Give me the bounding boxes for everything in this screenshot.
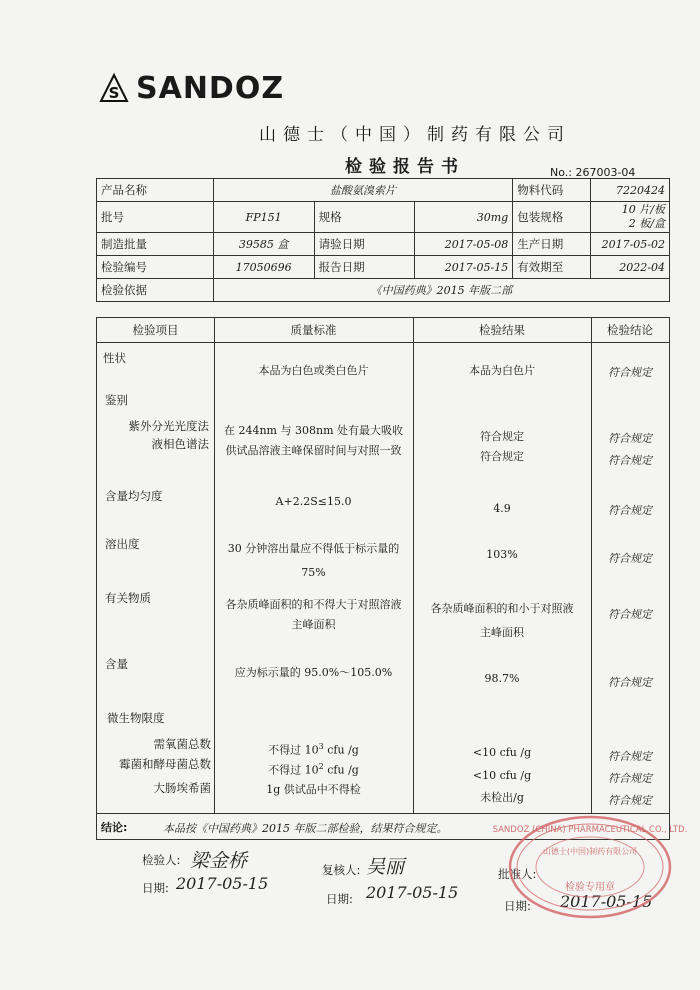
info-row <box>97 233 670 256</box>
report-date-label: 报告日期 <box>314 256 415 279</box>
inspector-date-label: 日期: <box>142 881 169 895</box>
production-date-value: 2017-05-02 <box>591 233 670 256</box>
test-no-value: 17050696 <box>213 256 314 279</box>
conclusion-related: 符合规定 <box>608 608 652 621</box>
result-ecoli: 未检出/g <box>480 791 524 804</box>
item-aerobic: 需氧菌总数 <box>153 737 211 751</box>
item-related-substances: 有关物质 <box>105 591 151 605</box>
brand-name: SANDOZ <box>136 70 285 106</box>
inspector-signature: 梁金桥 <box>190 850 248 872</box>
conclusion-assay: 符合规定 <box>608 676 652 689</box>
request-date-value: 2017-05-08 <box>415 233 513 256</box>
basis-value: 《中国药典》2015 年版二部 <box>213 279 669 302</box>
standard-uniformity: A+2.2S≤15.0 <box>275 495 352 508</box>
reviewer-date: 2017-05-15 <box>366 883 459 902</box>
spec-label: 规格 <box>314 202 415 233</box>
info-row <box>97 256 670 279</box>
approver-date-label: 日期: <box>504 899 531 913</box>
item-appearance: 性状 <box>103 351 126 365</box>
item-microbial: 微生物限度 <box>107 711 165 725</box>
conclusion-label: 结论: <box>101 821 128 834</box>
expiry-label: 有效期至 <box>513 256 591 279</box>
inspector-label: 检验人: <box>142 853 181 867</box>
product-name-label: 产品名称 <box>97 179 214 202</box>
inspector-date: 2017-05-15 <box>176 874 269 893</box>
conclusion-ecoli: 符合规定 <box>608 794 652 807</box>
material-code-value: 7220424 <box>591 179 670 202</box>
company-name: 山德士（中国）制药有限公司 <box>259 125 571 145</box>
conclusion-uniformity: 符合规定 <box>608 504 652 517</box>
result-dissolution: 103% <box>486 548 518 561</box>
sandoz-logo <box>100 68 284 108</box>
product-info-table <box>96 178 670 302</box>
result-assay: 98.7% <box>484 672 520 685</box>
info-row <box>97 279 670 302</box>
product-name-value: 盐酸氨溴索片 <box>213 179 512 202</box>
standard-aerobic-pre: 不得过 10 <box>268 743 319 757</box>
test-no-label: 检验编号 <box>97 256 214 279</box>
header-test-item: 检验项目 <box>132 323 179 337</box>
standard-related-line1: 各杂质峰面积的和不得大于对照溶液 <box>225 598 402 611</box>
result-aerobic: <10 cfu /g <box>472 746 532 759</box>
packaging-line1: 10 片/板 <box>621 203 665 216</box>
header-conclusion: 检验结论 <box>607 323 653 337</box>
info-row <box>97 202 670 233</box>
item-hplc: 液相色谱法 <box>151 437 209 451</box>
standard-dissolution-line1: 30 分钟溶出量应不得低于标示量的 <box>227 542 400 555</box>
mfg-qty-label: 制造批量 <box>97 233 214 256</box>
standard-dissolution-line2: 75% <box>301 566 326 579</box>
result-uniformity: 4.9 <box>493 502 511 515</box>
production-date-label: 生产日期 <box>513 233 591 256</box>
result-appearance: 本品为白色片 <box>469 364 535 377</box>
svg-text:SANDOZ (CHINA) PHARMACEUTICAL: SANDOZ (CHINA) PHARMACEUTICAL CO., LTD. <box>492 825 688 835</box>
packaging-line2: 2 板/盒 <box>628 217 665 230</box>
basis-label: 检验依据 <box>97 279 214 302</box>
sandoz-logo-icon <box>100 74 128 102</box>
result-hplc: 符合规定 <box>480 450 524 463</box>
expiry-value: 2022-04 <box>591 256 670 279</box>
info-row <box>97 179 670 202</box>
item-uv: 紫外分光光度法 <box>128 419 209 433</box>
header-result: 检验结果 <box>479 323 525 337</box>
standard-ecoli: 1g 供试品中不得检 <box>266 783 361 796</box>
mfg-qty-value: 39585 盒 <box>213 233 314 256</box>
conclusion-appearance: 符合规定 <box>608 366 652 379</box>
standard-aerobic-unit: cfu /g <box>323 743 359 757</box>
conclusion-mold-yeast: 符合规定 <box>608 772 652 785</box>
standard-mold-exp: 2 <box>318 762 324 771</box>
standard-mold-pre: 不得过 10 <box>268 763 319 777</box>
conclusion-aerobic: 符合规定 <box>608 750 652 763</box>
standard-uv: 在 244nm 与 308nm 处有最大吸收 <box>223 424 403 437</box>
spec-value: 30mg <box>415 202 513 233</box>
conclusion-hplc: 符合规定 <box>608 454 652 467</box>
svg-text:S: S <box>108 84 120 102</box>
batch-label: 批号 <box>97 202 214 233</box>
result-related-line1: 各杂质峰面积的和小于对照液 <box>430 602 574 615</box>
standard-appearance: 本品为白色或类白色片 <box>258 364 369 377</box>
conclusion-text: 本品按《中国药典》2015 年版二部检验，结果符合规定。 <box>163 822 448 835</box>
conclusion-uv: 符合规定 <box>608 432 652 445</box>
reviewer-date-label: 日期: <box>326 892 353 906</box>
request-date-label: 请验日期 <box>314 233 415 256</box>
report-date-value: 2017-05-15 <box>415 256 513 279</box>
column-divider <box>413 318 414 813</box>
result-mold-yeast: <10 cfu /g <box>472 769 532 782</box>
item-assay: 含量 <box>105 657 128 671</box>
batch-value: FP151 <box>213 202 314 233</box>
svg-text:检验专用章: 检验专用章 <box>565 882 615 893</box>
material-code-label: 物料代码 <box>513 179 591 202</box>
item-uniformity: 含量均匀度 <box>105 489 163 503</box>
item-dissolution: 溶出度 <box>105 537 140 551</box>
standard-assay: 应为标示量的 95.0%～105.0% <box>234 666 393 679</box>
reviewer-signature: 吴丽 <box>366 856 405 878</box>
header-divider <box>97 342 669 343</box>
standard-hplc: 供试品溶液主峰保留时间与对照一致 <box>225 444 402 457</box>
standard-mold-yeast <box>214 758 413 779</box>
item-identification: 鉴别 <box>105 393 128 407</box>
packaging-value <box>591 202 670 233</box>
document-title: 检验报告书 <box>345 157 465 177</box>
approver-date: 2017-05-15 <box>560 892 653 911</box>
header-standard: 质量标准 <box>290 323 337 337</box>
result-related-line2: 主峰面积 <box>480 626 524 639</box>
standard-mold-unit: cfu /g <box>323 763 359 777</box>
item-mold-yeast: 霉菌和酵母菌总数 <box>119 757 211 771</box>
item-ecoli: 大肠埃希菌 <box>153 781 211 795</box>
standard-aerobic-exp: 3 <box>318 742 324 751</box>
approver-label: 批准人: <box>498 867 537 881</box>
document-number: No.: 267003-04 <box>550 166 636 179</box>
standard-related-line2: 主峰面积 <box>291 618 336 631</box>
conclusion-dissolution: 符合规定 <box>608 552 652 565</box>
company-seal <box>492 812 688 922</box>
svg-text:山德士(中国)制药有限公司: 山德士(中国)制药有限公司 <box>542 847 638 856</box>
result-uv: 符合规定 <box>480 430 524 443</box>
standard-aerobic <box>214 738 413 759</box>
test-results-table <box>96 317 670 814</box>
packaging-label: 包装规格 <box>513 202 591 233</box>
reviewer-label: 复核人: <box>322 863 361 877</box>
